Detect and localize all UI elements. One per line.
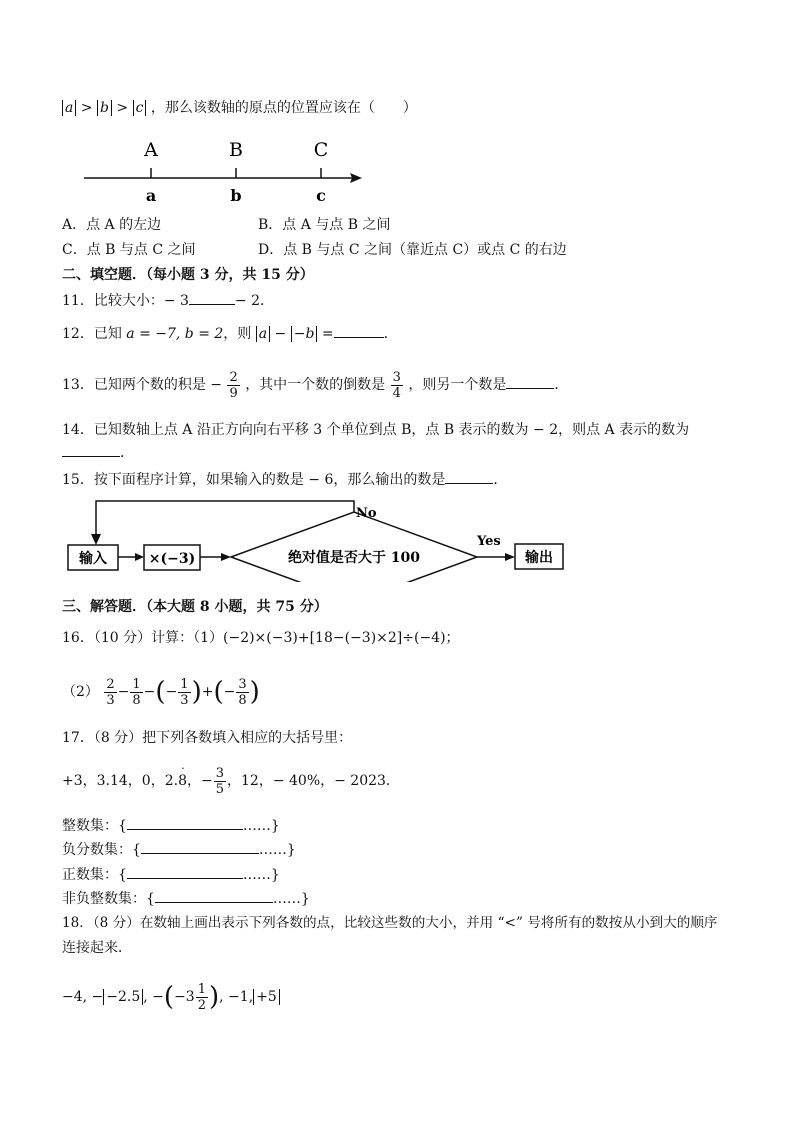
q16-f2-num: 1 <box>132 676 141 692</box>
q16-label: 16．（10 分）计算：（1） <box>62 630 223 646</box>
q16-frac-1 <box>104 677 116 708</box>
q17-set-negative-fractions <box>62 839 296 860</box>
q17-numbers-c: ，12，− 40%，− 2023． <box>227 773 400 789</box>
q18-e4: −3 <box>174 989 195 1005</box>
q17-set-blank-1[interactable] <box>127 815 243 830</box>
q18-text-2: 连接起来． <box>62 940 132 956</box>
yes-label: Yes <box>477 534 501 549</box>
q17-set-ellipsis-1: ……} <box>242 818 280 834</box>
q17-numbers <box>62 762 400 800</box>
q16-frac-4 <box>236 677 248 708</box>
q17-frac-num: 3 <box>215 765 225 781</box>
q13-f1-num: 2 <box>229 369 238 385</box>
q14-answer-line <box>62 442 134 463</box>
q16-f4-num: 3 <box>238 676 247 692</box>
loop-back-arrow <box>91 534 101 545</box>
section3-title: 三、解答题．（本大题 8 小题，共 75 分） <box>62 599 328 615</box>
q17-set-label-4: 非负整数集：{ <box>62 891 155 907</box>
program-flowchart <box>62 497 572 582</box>
q17-set-positive <box>62 864 280 885</box>
q17-set-ellipsis-4: ……} <box>272 891 310 907</box>
q12-eq: = <box>321 326 334 342</box>
q17-frac-den: 5 <box>215 781 225 797</box>
q17-set-label-2: 负分数集：{ <box>62 842 141 858</box>
q18-e3: , − <box>143 989 164 1005</box>
q13-f1-den: 9 <box>229 385 238 401</box>
q10-tail: ，那么该数轴的原点的位置应该在（ ） <box>150 100 417 116</box>
q16-part2-label: （2） <box>62 684 99 700</box>
q11-blank[interactable] <box>189 290 235 305</box>
q18-abs-1: −2.5 <box>103 989 143 1005</box>
q12-text-d: ． <box>383 326 398 342</box>
q13-frac-reciprocal <box>391 370 403 401</box>
q14-blank[interactable] <box>62 442 120 457</box>
q16-lparen-2: ( <box>213 677 224 707</box>
q18-abs-2: +5 <box>253 989 280 1005</box>
q17-set-blank-4[interactable] <box>155 888 273 903</box>
number-line-figure <box>80 135 370 210</box>
q11-text-a: 11．比较大小：− 3 <box>62 293 189 309</box>
decision-diamond <box>231 512 477 582</box>
no-label: No <box>356 506 377 521</box>
q13-f2-num: 3 <box>392 369 401 385</box>
multiply-label: ×(−3) <box>148 551 196 567</box>
q16-part2: （2） $\frac{2}{3}$ − $\frac{1}{8}$ −(− $\frac{1}{3}$ )+(− $\frac{3}{8}$ ) <box>62 676 260 708</box>
q15 <box>62 469 507 490</box>
q16-f1-den: 3 <box>106 692 115 708</box>
q13 <box>62 368 568 402</box>
var-label-a: a <box>145 186 157 205</box>
q18-mixed-den: 2 <box>197 997 206 1013</box>
q17-set-blank-3[interactable] <box>127 864 243 879</box>
q17-set-integers <box>62 815 280 836</box>
abs-c: c <box>133 100 147 116</box>
q18-expression <box>62 975 280 1019</box>
q17-set-label-1: 整数集：{ <box>62 818 127 834</box>
q13-text-b: ，其中一个数的倒数是 <box>245 377 386 393</box>
q16-rparen-2: ) <box>249 677 260 707</box>
q17-numbers-a: +3，3.14，0，2. <box>62 773 179 789</box>
q13-text-a: 13．已知两个数的积是 − <box>62 377 222 393</box>
q16-rparen-1: ) <box>191 677 202 707</box>
section2-title: 二、填空题．（每小题 3 分，共 15 分） <box>62 267 314 283</box>
q10-option-d: D．点 B 与点 C 之间（靠近点 C）或点 C 的右边 <box>258 242 567 258</box>
q18-e5: , −1, <box>219 989 254 1005</box>
q17-set-blank-2[interactable] <box>141 839 259 854</box>
q14-tail: ． <box>120 445 134 461</box>
q15-text: 15．按下面程序计算，如果输入的数是 − 6，那么输出的数是 <box>62 472 446 488</box>
q17-repeating-digit <box>178 762 187 800</box>
repeat-dot: · <box>181 762 185 775</box>
q16-frac-3 <box>178 677 190 708</box>
var-label-b: b <box>230 186 242 205</box>
point-label-C: C <box>313 139 329 161</box>
q13-blank[interactable] <box>506 374 554 389</box>
q13-text-c: ，则另一个数是 <box>408 377 507 393</box>
q13-frac-product <box>227 370 239 401</box>
q12-blank[interactable] <box>334 323 384 338</box>
output-label: 输出 <box>525 550 553 566</box>
q16-lparen-1: ( <box>155 677 166 707</box>
q18-text-1: 18．（8 分）在数轴上画出表示下列各数的点，比较这些数的大小，并用 “<” 号将所有的数按从小到大的顺序 <box>62 915 718 931</box>
q16-f4-den: 8 <box>238 692 247 708</box>
arrow-3-head <box>505 553 515 561</box>
arrow-1-head <box>135 553 144 561</box>
point-label-B: B <box>229 139 243 161</box>
var-label-c: c <box>316 186 326 205</box>
q16-f1-num: 2 <box>106 676 115 692</box>
q16-f3-den: 3 <box>180 692 189 708</box>
q17-set-label-3: 正数集：{ <box>62 867 127 883</box>
q17-set-ellipsis-3: ……} <box>242 867 280 883</box>
q10-option-c: C．点 B 与点 C 之间 <box>62 242 196 258</box>
abs-a: a <box>62 100 76 116</box>
q12-text-a: 12．已知 <box>62 326 122 342</box>
q17-label: 17．（8 分）把下列各数填入相应的大括号里： <box>62 730 353 746</box>
q15-blank[interactable] <box>445 469 493 484</box>
q12-var-b: b <box>305 326 315 342</box>
decision-label: 绝对值是否大于 100 <box>287 550 421 566</box>
q18-mixed-num: 1 <box>197 981 206 997</box>
q17-rep-digit: 8 <box>178 773 187 789</box>
q18-lparen: ( <box>163 982 175 1012</box>
q13-text-d: ． <box>554 377 569 393</box>
q16-f2-den: 8 <box>132 692 141 708</box>
q11 <box>62 290 274 311</box>
q10-stem: a > b > c ，那么该数轴的原点的位置应该在（ ） <box>62 98 417 118</box>
q16-frac-2 <box>130 677 142 708</box>
q12-abs-neg-b: −b <box>291 326 318 342</box>
q18-e1: −4, − <box>62 989 104 1005</box>
q12-given: a = −7, b = 2 <box>126 326 224 342</box>
q18-mixed-frac <box>196 982 208 1013</box>
point-label-A: A <box>144 139 158 161</box>
q13-f2-den: 4 <box>392 385 401 401</box>
q16-expr1: (−2)×(−3)+[18−(−3)×2]÷(−4)； <box>223 630 460 646</box>
q17-set-ellipsis-2: ……} <box>258 842 296 858</box>
q16-part1 <box>62 628 460 648</box>
q11-text-b: − 2． <box>234 293 274 309</box>
q12-abs-a: a <box>256 326 270 342</box>
q12: 12．已知 a = −7, b = 2，则 a − −b = ． <box>62 323 398 344</box>
q16-f3-num: 1 <box>180 676 189 692</box>
input-label: 输入 <box>79 551 107 567</box>
q17-frac <box>214 766 226 797</box>
q10-option-a: A．点 A 的左边 <box>62 217 162 233</box>
q12-text-b: ，则 <box>223 326 252 342</box>
q17-set-nonnegative-integers <box>62 888 310 909</box>
q15-tail: ． <box>493 472 508 488</box>
q18-rparen: ) <box>209 982 220 1012</box>
q17-numbers-b: ，− <box>187 773 213 789</box>
q10-option-b: B．点 A 与点 B 之间 <box>258 217 391 233</box>
q14-text: 14．已知数轴上点 A 沿正方向向右平移 3 个单位到点 B，点 B 表示的数为 − 2，则点 A 表示的数为 <box>62 422 690 438</box>
abs-b: b <box>97 100 112 116</box>
